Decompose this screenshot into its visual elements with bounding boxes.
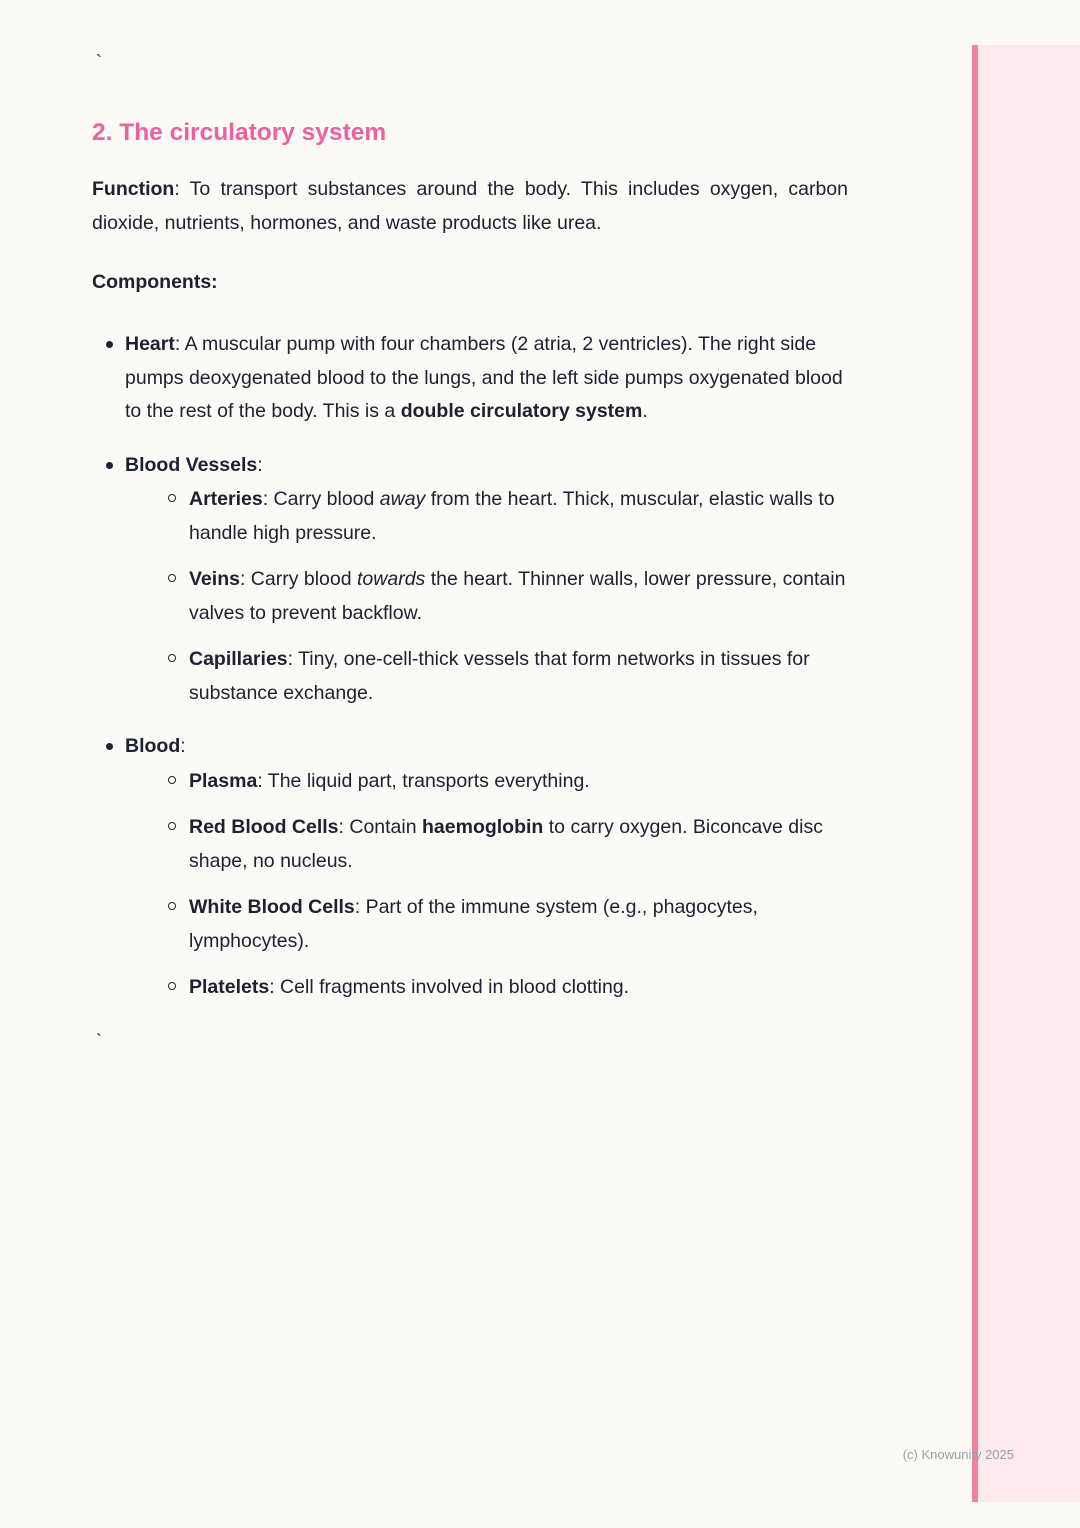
stray-mark-top: `: [96, 52, 102, 72]
list-item-platelets: [125, 971, 848, 1005]
right-margin-line: [972, 45, 978, 1502]
components-heading: Components:: [92, 271, 218, 294]
list-item-blood-vessels: [92, 449, 848, 711]
list-item-text: Blood Vessels:: [125, 453, 263, 476]
list-item-text: Arteries: Carry blood away from the heart. Thick, muscular, elastic walls to handle high pressure.: [189, 488, 835, 544]
list-item-text: Capillaries: Tiny, one-cell-thick vessels that form networks in tissues for substance exchange.: [189, 648, 810, 704]
list-item-text: White Blood Cells: Part of the immune system (e.g., phagocytes, lymphocytes).: [189, 896, 758, 952]
sub-bullet-marker: [168, 776, 176, 784]
section-heading: 2. The circulatory system: [92, 119, 387, 146]
list-item-text: Red Blood Cells: Contain haemoglobin to carry oxygen. Biconcave disc shape, no nucleus.: [189, 816, 823, 872]
document-content: [92, 52, 848, 1051]
sub-bullet-marker: [168, 822, 176, 830]
list-item-veins: [125, 563, 848, 630]
function-paragraph: Function: To transport substances around the body. This includes oxygen, carbon dioxide, nutrients, hormones, and waste products like urea.: [92, 178, 848, 234]
list-item-red-blood-cells: [125, 811, 848, 878]
bullet-marker: [106, 743, 113, 750]
bullet-marker: [106, 341, 113, 348]
list-item-blood: [92, 730, 848, 1005]
right-margin-band: [977, 45, 1080, 1502]
blood-block: [125, 730, 848, 1005]
list-item-text: Plasma: The liquid part, transports everything.: [189, 769, 590, 792]
list-item-text: Platelets: Cell fragments involved in blood clotting.: [189, 976, 630, 999]
bullet-marker: [106, 462, 113, 469]
sub-bullet-marker: [168, 902, 176, 910]
list-item-capillaries: [125, 643, 848, 710]
sub-bullet-marker: [168, 494, 176, 502]
list-item-text: Blood:: [125, 735, 186, 758]
stray-mark-bottom: `: [96, 1031, 102, 1052]
blood-sublist: [125, 765, 848, 1005]
blood-vessels-sublist: [125, 483, 848, 710]
list-item-arteries: [125, 483, 848, 550]
sub-bullet-marker: [168, 574, 176, 582]
list-item-text: Heart: A muscular pump with four chambers (2 atria, 2 ventricles). The right side pumps deoxygenated blood to the lungs, and the left side pumps oxygenated blood to the rest of the body. This is a double circulatory system.: [125, 332, 843, 423]
blood-vessels-block: [125, 449, 848, 711]
components-list: [92, 328, 848, 1005]
list-item-heart: [92, 328, 848, 429]
watermark: (c) Knowunity 2025: [902, 1447, 1014, 1462]
list-item-plasma: [125, 765, 848, 799]
sub-bullet-marker: [168, 654, 176, 662]
sub-bullet-marker: [168, 982, 176, 990]
list-item-text: Veins: Carry blood towards the heart. Thinner walls, lower pressure, contain valves to prevent backflow.: [189, 568, 846, 624]
list-item-white-blood-cells: [125, 891, 848, 958]
